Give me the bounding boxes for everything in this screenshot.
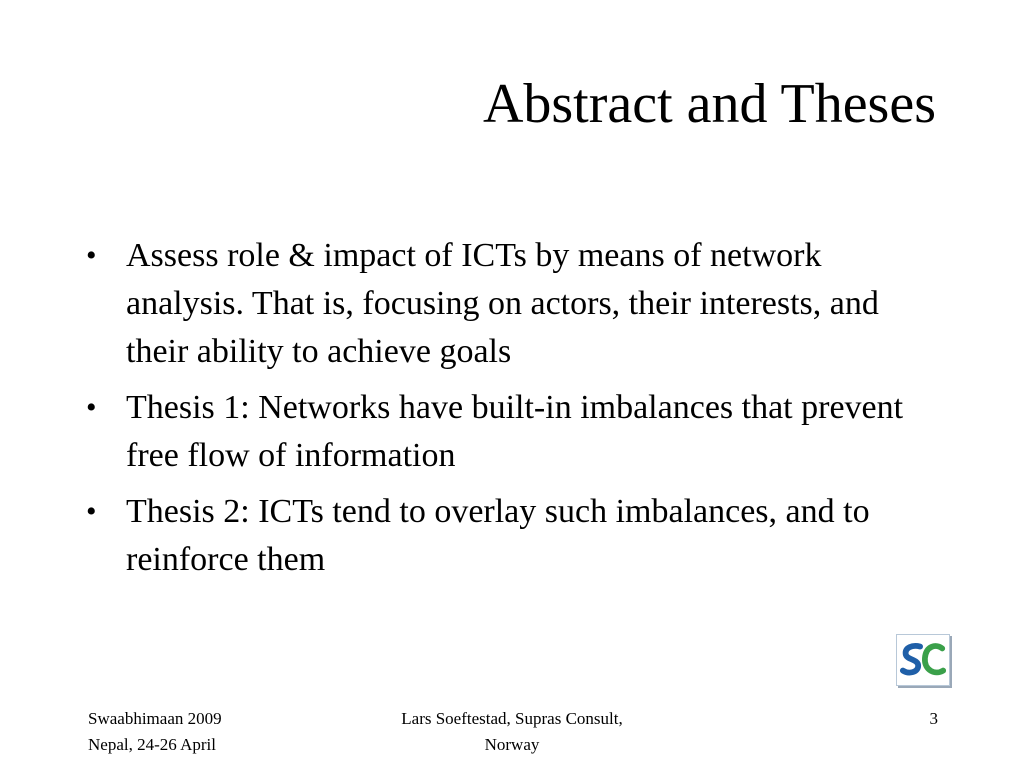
bullet-item — [80, 384, 940, 480]
bullet-text: Thesis 1: Networks have built-in imbalances that prevent free flow of information — [126, 389, 904, 474]
bullet-item — [80, 488, 940, 584]
supras-consult-logo-icon — [896, 634, 950, 686]
footer-event — [88, 706, 288, 758]
bullet-text: Thesis 2: ICTs tend to overlay such imbalances, and to reinforce them — [126, 493, 870, 578]
bullet-dot-icon: • — [86, 495, 97, 528]
bullet-dot-icon: • — [86, 239, 97, 272]
footer-author-line1: Lars Soeftestad, Supras Consult, — [401, 709, 623, 728]
footer-author — [372, 706, 652, 758]
bullet-dot-icon: • — [86, 391, 97, 424]
footer-event-name: Swaabhimaan 2009 — [88, 709, 222, 728]
bullet-list — [80, 232, 940, 592]
footer-event-place: Nepal, 24-26 April — [88, 735, 216, 754]
bullet-item — [80, 232, 940, 376]
footer-author-line2: Norway — [484, 735, 540, 754]
slide-title: Abstract and Theses — [482, 73, 936, 135]
bullet-text: Assess role & impact of ICTs by means of network analysis. That is, focusing on actors, their interests, and their ability to achieve goals — [126, 237, 879, 370]
page-number: 3 — [929, 709, 938, 728]
